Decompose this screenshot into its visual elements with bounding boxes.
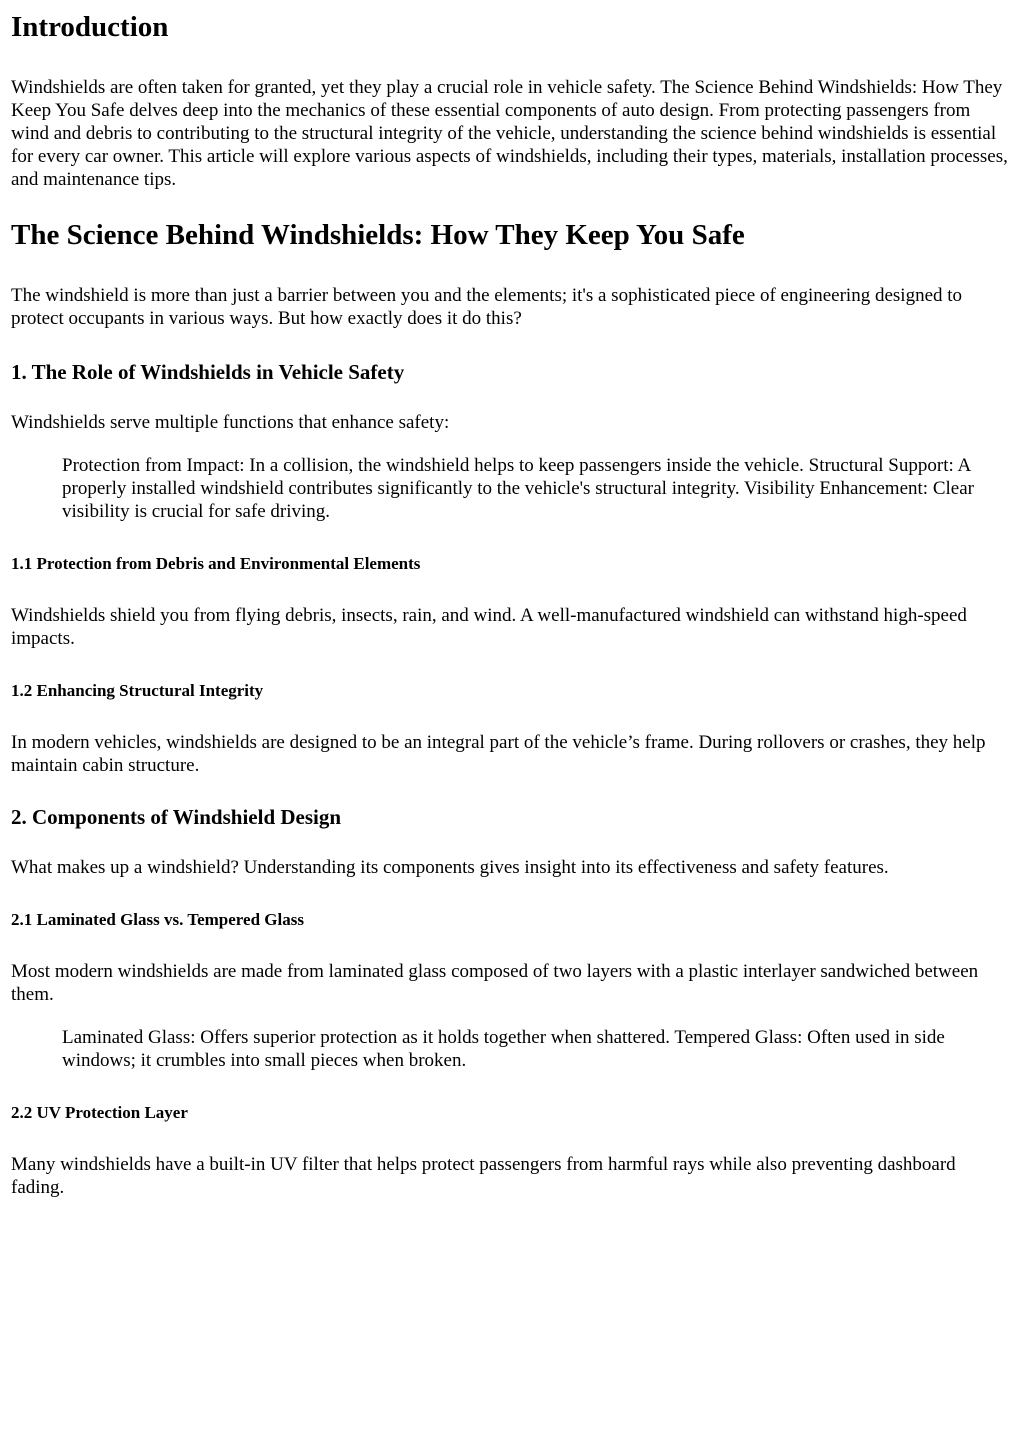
section1-1-paragraph: Windshields shield you from flying debris, insects, rain, and wind. A well-manufactured windshield can withstand high-speed impacts.	[11, 605, 967, 649]
section2-2-heading: 2.2 UV Protection Layer	[11, 1103, 188, 1122]
section2-heading: 2. Components of Windshield Design	[11, 805, 342, 829]
section2-2-paragraph: Many windshields have a built-in UV filter that helps protect passengers from harmful rays while also preventing dashboard fading.	[11, 1154, 956, 1198]
section2-1-heading: 2.1 Laminated Glass vs. Tempered Glass	[11, 910, 304, 929]
main-paragraph: The windshield is more than just a barrier between you and the elements; it's a sophisticated piece of engineering designed to protect occupants in various ways. But how exactly does it do this?	[11, 285, 963, 329]
section2-paragraph: What makes up a windshield? Understanding its components gives insight into its effectiveness and safety features.	[11, 857, 889, 878]
section1-2-heading: 1.2 Enhancing Structural Integrity	[11, 681, 264, 700]
intro-heading: Introduction	[11, 11, 169, 43]
section1-heading: 1. The Role of Windshields in Vehicle Safety	[11, 360, 405, 384]
section2-1-paragraph: Most modern windshields are made from laminated glass composed of two layers with a plastic interlayer sandwiched between them.	[11, 961, 979, 1005]
section1-paragraph: Windshields serve multiple functions that enhance safety:	[11, 412, 450, 433]
article	[0, 10, 1024, 1199]
section1-2-paragraph: In modern vehicles, windshields are designed to be an integral part of the vehicle’s frame. During rollovers or crashes, they help maintain cabin structure.	[11, 732, 986, 776]
section1-1-heading: 1.1 Protection from Debris and Environmental Elements	[11, 554, 421, 573]
section1-list: Protection from Impact: In a collision, the windshield helps to keep passengers inside the vehicle. Structural Support: A properly installed windshield contributes significantly to the vehicle's structural integrity. Visibility Enhancement: Clear visibility is crucial for safe driving.	[62, 455, 974, 522]
main-heading: The Science Behind Windshields: How They Keep You Safe	[11, 219, 745, 251]
section2-1-list: Laminated Glass: Offers superior protection as it holds together when shattered. Tempered Glass: Often used in side windows; it crumbles into small pieces when broken.	[62, 1027, 945, 1071]
intro-paragraph: Windshields are often taken for granted, yet they play a crucial role in vehicle safety. The Science Behind Windshields: How They Keep You Safe delves deep into the mechanics of these essential components of auto design. From protecting passengers from wind and debris to contributing to the structural integrity of the vehicle, understanding the science behind windshields is essential for every car owner. This article will explore various aspects of windshields, including their types, materials, installation processes, and maintenance tips.	[11, 77, 1008, 190]
